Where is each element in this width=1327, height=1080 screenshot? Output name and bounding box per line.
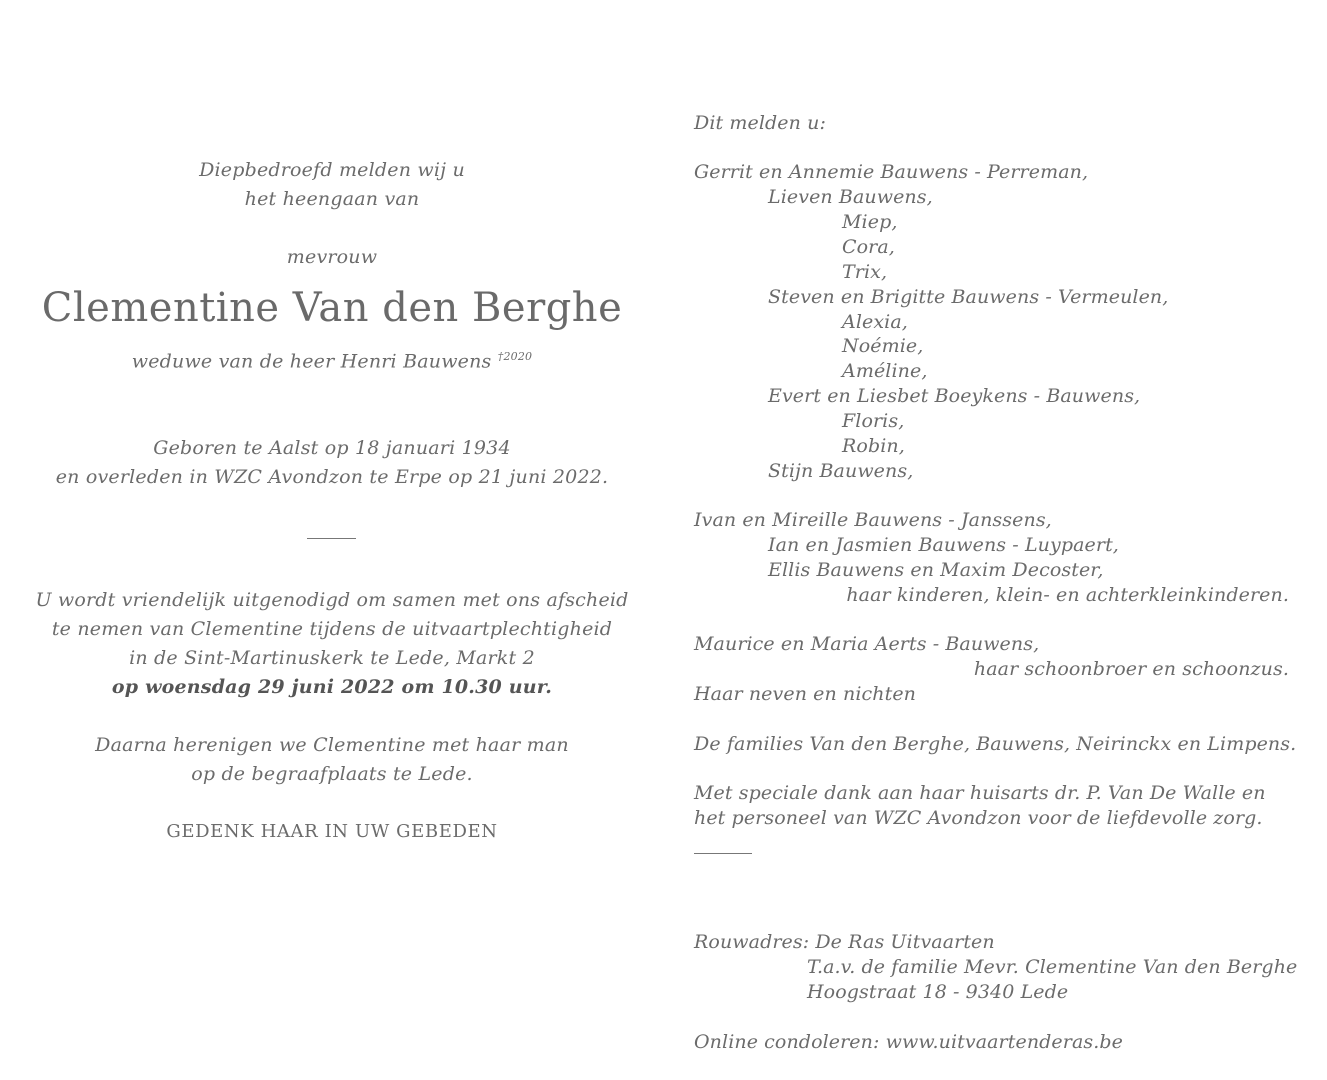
family-line-20: Haar neven en nichten xyxy=(694,683,917,705)
family-line-4: Cora, xyxy=(842,236,895,258)
divider-left xyxy=(307,538,356,539)
invite-line-3: in de Sint-Martinuskerk te Lede, Markt 2 xyxy=(129,647,535,669)
right-header: Dit melden u: xyxy=(694,112,826,134)
families-line: De families Van den Berghe, Bauwens, Neirinckx en Limpens. xyxy=(694,733,1297,755)
online-line xyxy=(694,1031,1123,1053)
family-line-9: Améline, xyxy=(842,360,928,382)
died-line: en overleden in WZC Avondzon te Erpe op 21 juni 2022. xyxy=(55,466,609,488)
thanks-line-2: het personeel van WZC Avondzon voor de liefdevolle zorg. xyxy=(694,807,1263,829)
family-line-8: Noémie, xyxy=(842,335,924,357)
family-line-6: Steven en Brigitte Bauwens - Vermeulen, xyxy=(768,286,1169,308)
family-line-5: Trix, xyxy=(842,261,888,283)
born-line: Geboren te Aalst op 18 januari 1934 xyxy=(153,437,511,459)
family-line-2: Lieven Bauwens, xyxy=(768,186,933,208)
burial-line-2: op de begraafplaats te Lede. xyxy=(191,763,473,785)
intro-line-1: Diepbedroefd melden wij u xyxy=(199,159,465,181)
deceased-name: Clementine Van den Berghe xyxy=(41,285,623,331)
family-line-10: Evert en Liesbet Boeykens - Bauwens, xyxy=(768,385,1141,407)
family-line-14: Ivan en Mireille Bauwens - Janssens, xyxy=(694,509,1052,531)
family-line-12: Robin, xyxy=(842,435,905,457)
widow-year: †2020 xyxy=(497,350,533,363)
invite-line-1: U wordt vriendelijk uitgenodigd om samen met ons afscheid xyxy=(35,589,629,611)
title-label: mevrouw xyxy=(286,246,378,268)
family-line-1: Gerrit en Annemie Bauwens - Perreman, xyxy=(694,161,1089,183)
invite-line-2: te nemen van Clementine tijdens de uitvaartplechtigheid xyxy=(51,618,613,640)
online-label: Online condoleren: xyxy=(694,1031,880,1053)
burial-line-1: Daarna herenigen we Clementine met haar man xyxy=(95,734,569,756)
intro-line-2: het heengaan van xyxy=(244,188,420,210)
family-line-13: Stijn Bauwens, xyxy=(768,460,914,482)
family-line-16: Ellis Bauwens en Maxim Decoster, xyxy=(768,559,1104,581)
family-line-3: Miep, xyxy=(842,211,898,233)
family-line-15: Ian en Jasmien Bauwens - Luypaert, xyxy=(768,534,1119,556)
address-line-1: T.a.v. de familie Mevr. Clementine Van den Berghe xyxy=(807,956,1298,978)
thanks-line-1: Met speciale dank aan haar huisarts dr. P. Van De Walle en xyxy=(694,782,1266,804)
online-url-link[interactable]: www.uitvaartenderas.be xyxy=(885,1031,1123,1053)
invite-line-4: op woensdag 29 juni 2022 om 10.30 uur. xyxy=(111,676,553,698)
family-line-11: Floris, xyxy=(842,410,905,432)
widow-text: weduwe van de heer Henri Bauwens xyxy=(131,350,492,373)
family-line-17: haar kinderen, klein- en achterkleinkinderen. xyxy=(846,584,1289,606)
divider-right xyxy=(694,853,752,854)
family-line-19: haar schoonbroer en schoonzus. xyxy=(973,658,1289,680)
family-line-7: Alexia, xyxy=(842,311,908,333)
address-line-2: Hoogstraat 18 - 9340 Lede xyxy=(807,981,1069,1003)
widow-line xyxy=(0,350,664,372)
family-line-18: Maurice en Maria Aerts - Bauwens, xyxy=(694,633,1040,655)
address-label: Rouwadres: De Ras Uitvaarten xyxy=(694,931,995,953)
prayer-line: GEDENK HAAR IN UW GEBEDEN xyxy=(166,821,498,842)
